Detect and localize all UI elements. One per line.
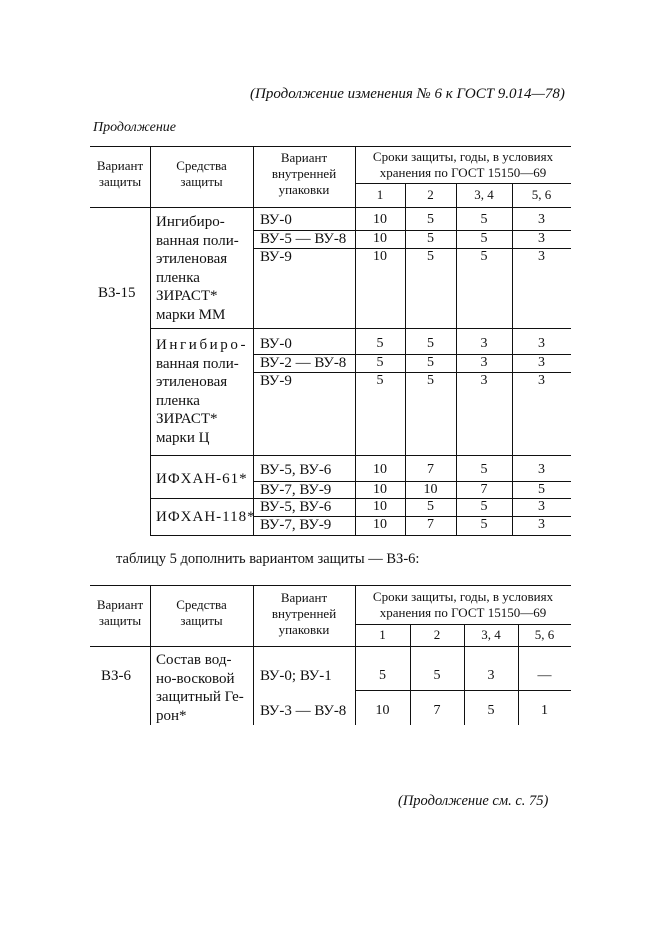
table-row: ВУ-0; ВУ-1 <box>260 668 332 684</box>
cell: 5 <box>427 249 434 264</box>
cell: 3 <box>480 355 488 370</box>
cell: — <box>537 668 552 683</box>
cell: 3 <box>538 499 545 514</box>
cell: 5 <box>433 668 441 683</box>
cell: 5 <box>480 462 488 477</box>
means-zirast-c: Ингибиро- ванная поли- этиленовая пленка ЗИРАСТ* марки Ц <box>156 337 249 446</box>
cond-34-header: 3, 4 <box>474 187 494 202</box>
cell: 5 <box>379 668 386 683</box>
cell: 5 <box>427 336 434 351</box>
cell: 3 <box>538 517 545 532</box>
table-row: ВУ-0 <box>260 336 292 352</box>
page-footer: (Продолжение см. с. 75) <box>398 793 549 809</box>
cond-2-header-2: 2 <box>433 627 441 642</box>
cond-56-header-2: 5, 6 <box>534 627 555 642</box>
cell: 5 <box>480 499 488 514</box>
cell: 5 <box>427 231 434 246</box>
cell: 10 <box>373 462 387 477</box>
page-header: (Продолжение изменения № 6 к ГОСТ 9.014—78) <box>250 86 565 102</box>
cell: 3 <box>538 231 545 246</box>
cell: 5 <box>376 336 384 351</box>
cell: 5 <box>376 355 384 370</box>
col-variant-header-2: Вариант защиты <box>96 597 144 628</box>
cell: 7 <box>433 703 441 718</box>
table-row: ВУ-2 — ВУ-8 <box>260 355 347 371</box>
continuation-label: Продолжение <box>93 120 176 135</box>
cell: 3 <box>538 355 545 370</box>
cond-1-header-2: 1 <box>379 627 386 642</box>
cell: 7 <box>480 482 488 497</box>
table-row: ВУ-3 — ВУ-8 <box>260 703 347 719</box>
cond-2-header: 2 <box>427 187 434 202</box>
cell: 3 <box>538 462 545 477</box>
col-terms-header: Сроки защиты, годы, в условиях хранения по ГОСТ 15150—69 <box>372 149 554 180</box>
col-means-header-2: Средства защиты <box>176 597 227 628</box>
means-ifhan-61: ИФХАН-61* <box>156 471 248 487</box>
cell: 5 <box>427 373 434 388</box>
cell: 7 <box>427 462 434 477</box>
cell: 5 <box>427 499 434 514</box>
cell: 3 <box>538 212 545 227</box>
col-variant-header: Вариант защиты <box>96 158 144 189</box>
table-row: ВУ-7, ВУ-9 <box>260 517 332 533</box>
cell: 10 <box>373 482 387 497</box>
cell: 5 <box>427 212 434 227</box>
cell: 5 <box>487 703 495 718</box>
instruction-text: таблицу 5 дополнить вариантом защиты — ВЗ-6: <box>116 551 420 567</box>
col-pack-header-2: Вариант внутренней упаковки <box>271 590 337 637</box>
cell: 10 <box>373 231 387 246</box>
cell: 10 <box>373 212 387 227</box>
cell: 10 <box>373 517 387 532</box>
cell: 7 <box>427 517 434 532</box>
table-row: ВУ-5 — ВУ-8 <box>260 231 347 247</box>
cell: 3 <box>538 249 545 264</box>
means-geron: Состав вод- но-восковой защитный Ге- рон* <box>156 652 244 724</box>
cell: 10 <box>375 703 390 718</box>
table-row: ВУ-0 <box>260 212 292 228</box>
cell: 3 <box>480 336 488 351</box>
cell: 5 <box>480 212 488 227</box>
means-zirast-mm: Ингибиро- ванная поли- этиленовая пленка ЗИРАСТ* марки ММ <box>156 214 239 323</box>
table-row: ВУ-9 <box>260 249 292 265</box>
col-pack-header: Вариант внутренней упаковки <box>271 150 337 197</box>
cell: 10 <box>373 249 387 264</box>
variant-vz6: ВЗ-6 <box>101 668 132 684</box>
cell: 10 <box>423 482 438 497</box>
col-terms-header-2: Сроки защиты, годы, в условиях хранения по ГОСТ 15150—69 <box>372 589 554 620</box>
cell: 5 <box>480 517 488 532</box>
cond-1-header: 1 <box>376 187 384 202</box>
cell: 5 <box>480 231 488 246</box>
cell: 3 <box>480 373 488 388</box>
col-means-header: Средства защиты <box>176 158 227 189</box>
cell: 3 <box>487 668 495 683</box>
cond-56-header: 5, 6 <box>531 187 552 202</box>
cell: 5 <box>538 482 545 497</box>
cell: 5 <box>427 355 434 370</box>
means-ifhan-118: ИФХАН-118* <box>156 509 256 525</box>
cell: 5 <box>376 373 384 388</box>
cell: 3 <box>538 336 545 351</box>
cell: 1 <box>541 703 548 718</box>
cond-34-header-2: 3, 4 <box>481 627 501 642</box>
table-row: ВУ-5, ВУ-6 <box>260 499 332 515</box>
table-row: ВУ-5, ВУ-6 <box>260 462 332 478</box>
cell: 10 <box>373 499 387 514</box>
cell: 5 <box>480 249 488 264</box>
table-row: ВУ-7, ВУ-9 <box>260 482 332 498</box>
variant-vz15: ВЗ-15 <box>98 285 136 301</box>
table-row: ВУ-9 <box>260 373 292 389</box>
cell: 3 <box>538 373 545 388</box>
